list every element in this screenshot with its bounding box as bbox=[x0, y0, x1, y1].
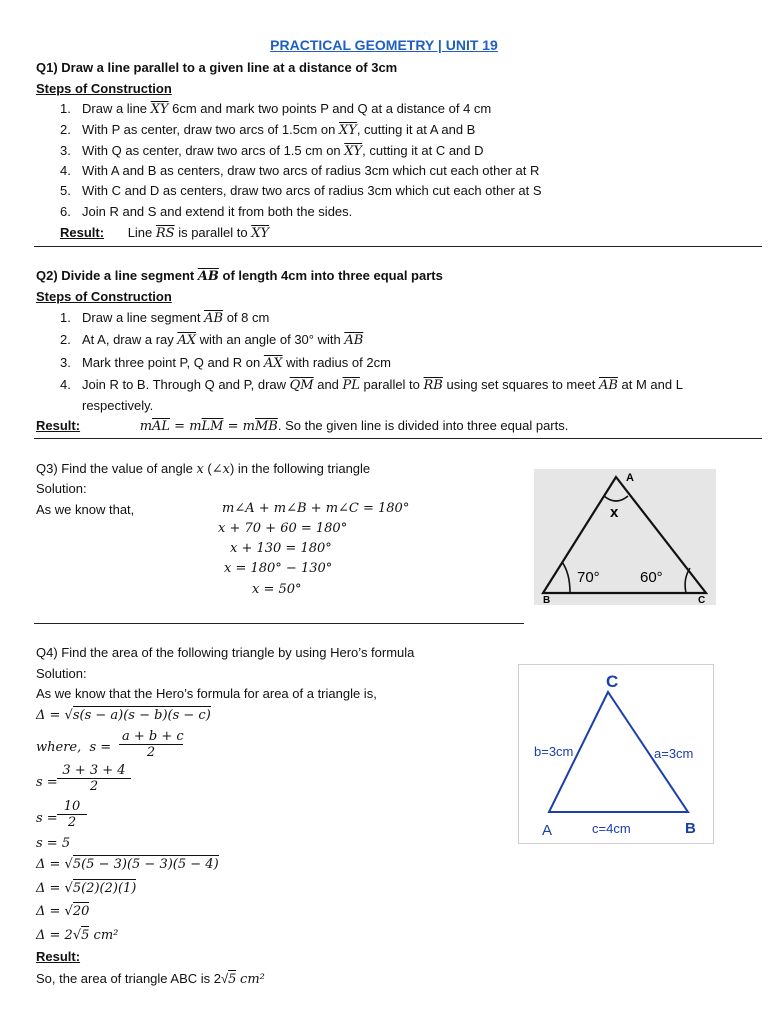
divider bbox=[34, 246, 762, 247]
q2-step: 1. Draw a line segment $\overline{AB}$ of 8 cm bbox=[60, 310, 270, 326]
side-label-c: c=4cm bbox=[592, 821, 631, 836]
q3-triangle-figure bbox=[534, 469, 716, 605]
q3-equation: x + 130 = 180° bbox=[230, 541, 332, 556]
q2-step: 4. Join R to B. Through Q and P, draw $\overline{QM}$ and $\overline{PL}$ parallel to $\overline{RB}$ using set squares to meet $\overline{AB}$ at M and L bbox=[60, 377, 683, 393]
area-final: Δ = 2√5 cm² bbox=[36, 928, 119, 943]
q3-equation: x = 50° bbox=[252, 582, 302, 597]
side-label-b: b=3cm bbox=[534, 744, 574, 759]
vertex-label-a: A bbox=[626, 472, 634, 484]
angle-label-c: 60° bbox=[640, 569, 663, 586]
q1-result: Result: Line $\overline{RS}$ is parallel to $\overline{XY}$ bbox=[60, 225, 270, 241]
q2-steps-label: Steps of Construction bbox=[36, 289, 172, 304]
q2-result: Result: $m\overline{AL} = m\overline{LM} = m\overline{MB}$. So the given line is divided into three equal parts. bbox=[36, 418, 569, 434]
q1-step: 3. With Q as center, draw two arcs of 1.5 cm on $\overline{XY}$, cutting it at C and D bbox=[60, 143, 484, 159]
area-step: Δ = √20 bbox=[36, 904, 90, 919]
q2-step: respectively. bbox=[82, 398, 154, 413]
q4-intro: As we know that the Hero’s formula for area of a triangle is, bbox=[36, 686, 377, 701]
s-definition-label: where, s = bbox=[36, 740, 112, 755]
s-eq-label: s = bbox=[36, 775, 58, 790]
q3-equation: x = 180° − 130° bbox=[224, 561, 333, 576]
q4-result: So, the area of triangle ABC is 2√5 cm² bbox=[36, 971, 265, 987]
q1-step: 5. With C and D as centers, draw two arcs of radius 3cm which cut each other at S bbox=[60, 183, 542, 198]
vertex-label-c: C bbox=[606, 672, 619, 691]
q3-intro: As we know that, bbox=[36, 502, 135, 517]
q2-step: 2. At A, draw a ray $\overline{AX}$ with an angle of 30° with $\overline{AB}$ bbox=[60, 332, 364, 348]
s-value: s = 5 bbox=[36, 836, 71, 851]
q4-solution-label: Solution: bbox=[36, 666, 87, 681]
herons-formula: Δ = √s(s − a)(s − b)(s − c) bbox=[36, 708, 211, 723]
q4-triangle-figure bbox=[518, 664, 714, 844]
vertex-label-a: A bbox=[542, 822, 553, 839]
s-step-fraction: $\frac{3 + 3 + 4}{2}$ bbox=[57, 763, 131, 794]
divider bbox=[34, 623, 524, 624]
area-step: Δ = √5(2)(2)(1) bbox=[36, 881, 137, 896]
q3-heading: Q3) Find the value of angle x (∠x) in the following triangle bbox=[36, 461, 371, 477]
angle-label-b: 70° bbox=[577, 569, 600, 586]
area-step: Δ = √5(5 − 3)(5 − 3)(5 − 4) bbox=[36, 857, 219, 872]
q1-step: 2. With P as center, draw two arcs of 1.5cm on $\overline{XY}$, cutting it at A and B bbox=[60, 122, 476, 138]
side-label-a: a=3cm bbox=[654, 746, 694, 761]
q3-equation: m∠A + m∠B + m∠C = 180° bbox=[222, 501, 410, 516]
q2-step: 3. Mark three point P, Q and R on $\overline{AX}$ with radius of 2cm bbox=[60, 355, 391, 371]
s-step-fraction: $\frac{10}{2}$ bbox=[57, 799, 87, 830]
q1-step: 6. Join R and S and extend it from both the sides. bbox=[60, 204, 353, 219]
q4-result-label: Result: bbox=[36, 949, 81, 964]
divider bbox=[34, 438, 762, 439]
angle-label-a: x bbox=[610, 504, 619, 521]
s-fraction: $\frac{a + b + c}{2}$ bbox=[119, 729, 183, 760]
vertex-label-c: C bbox=[698, 595, 706, 605]
vertex-label-b: B bbox=[685, 820, 696, 837]
q1-steps-label: Steps of Construction bbox=[36, 81, 172, 96]
q4-heading: Q4) Find the area of the following triangle by using Hero’s formula bbox=[36, 645, 415, 660]
vertex-label-b: B bbox=[543, 595, 551, 605]
q2-heading: Q2) Divide a line segment $\overline{AB}$ of length 4cm into three equal parts bbox=[36, 268, 443, 284]
q3-equation: x + 70 + 60 = 180° bbox=[218, 521, 348, 536]
q1-heading: Q1) Draw a line parallel to a given line at a distance of 3cm bbox=[36, 60, 398, 75]
q1-step: 1. Draw a line $\overline{XY}$ 6cm and mark two points P and Q at a distance of 4 cm bbox=[60, 101, 492, 117]
q3-solution-label: Solution: bbox=[36, 481, 87, 496]
page-title: PRACTICAL GEOMETRY | UNIT 19 bbox=[270, 37, 498, 53]
q1-step: 4. With A and B as centers, draw two arcs of radius 3cm which cut each other at R bbox=[60, 163, 540, 178]
s-eq-label: s = bbox=[36, 811, 58, 826]
